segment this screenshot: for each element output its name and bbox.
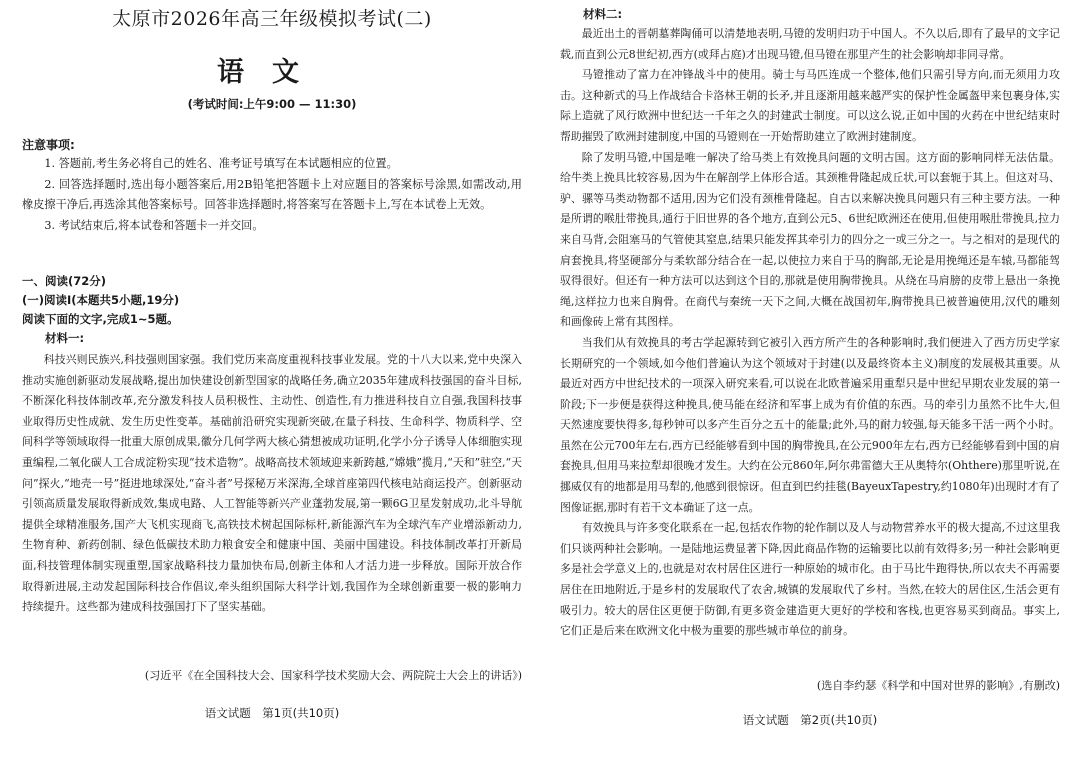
notice-item: 2. 回答选择题时,选出每小题答案后,用2B铅笔把答题卡上对应题目的答案标号涂黑,如需改动,用橡皮擦干净后,再选涂其他答案标号。回答非选择题时,将答案写在答题卡上,写在本试卷上无效。 (22, 177, 522, 211)
reading-instruction: 阅读下面的文字,完成1~5题。 (22, 312, 179, 326)
paragraph: 除了发明马镫,中国是唯一解决了给马类上有效挽具问题的文明古国。这方面的影响同样无法估量。给牛类上挽具比较容易,因为牛在解剖学上体形合适。其颈椎骨隆起成丘状,可以套轭于其上。但这对马、驴、骡等马类动物都不适用,因为它们没有颈椎骨隆起。自古以来解决挽具问题只有三种主要方法。一种是所谓的喉肚带挽具,通行于旧世界的各个地方,直到公元5、6世纪欧洲还在使用,但使用喉肚带挽具,拉力来自马背,会阻塞马的气管使其窒息,结果只能发挥其牵引力的四分之一或三分之一。与之相对的是现代的肩套挽具,将坚硬部分与柔软部分结合在一起,以使拉力来自于马的胸部,无论是用挽绳还是车辕,马都能驾驭得很好。但还有一种方法可以达到这个目的,那就是使用胸带挽具。从绕在马肩膀的皮带上悬出一条挽绳,这样拉力也来自胸骨。在商代与秦统一天下之间,大概在战国初年,胸带挽具已被普遍使用,汉代的雕刻和画像砖上常有其图样。 (560, 150, 1060, 329)
section-heading: 一、阅读(72分) (22, 274, 107, 288)
page-footer: 语文试题 第1页(共10页) (204, 706, 340, 720)
exam-page-2 (560, 0, 1060, 764)
page-footer: 语文试题 第2页(共10页) (742, 713, 878, 727)
notice-list (22, 154, 522, 236)
notice-item: 1. 答题前,考生务必将自己的姓名、准考证号填写在本试题相应的位置。 (44, 157, 398, 170)
material-label: 材料二: (583, 7, 623, 21)
paragraph: 科技兴则民族兴,科技强则国家强。我们党历来高度重视科技事业发展。党的十八大以来,党中央深入推动实施创新驱动发展战略,提出加快建设创新型国家的战略任务,确立2035年建成科技强国的奋斗目标,不断深化科技体制改革,充分激发科技人员积极性、主动性、创造性,有力推进科技自立自强,我国科技事业取得历史性成就、发生历史性变革。基础前沿研究实现新突破,在量子科技、生命科学、物质科学、空间科学等领域取得一批重大原创成果,徽分几何学两大核心猜想被成功证明,化学小分子诱导人体细胞实现重编程,二氧化碳人工合成淀粉实现“技术造物”。战略高技术领域迎来新跨越,“嫦娥”揽月,“天和”驻空,“天问”探火,“地壳一号”挺进地球深处,“奋斗者”号探秘万米深海,全球首座第四代核电站商运投产。创新驱动引领高质量发展取得新成效,集成电路、人工智能等新兴产业蓬勃发展,第一颗6G卫星发射成功,北斗导航提供全球精准服务,国产大飞机实现商飞,高铁技术树起国际标杆,新能源汽车为全球汽车产业增添新动力,生物育种、新药创制、绿色低碳技术助力粮食安全和健康中国、美丽中国建设。科技体制改革打开新局面,科技管理体制实现重塑,国家战略科技力量加快布局,创新主体和人才活力进一步释放。国际开放合作取得新进展,主动发起国际科技合作倡议,牵头组织国际大科学计划,我国作为全球创新重要一极的影响力持续提升。这些都为建成科技强国打下了坚实基础。 (22, 353, 522, 614)
material-source: (选自李约瑟《科学和中国对世界的影响》,有删改) (816, 679, 1060, 692)
exam-page-1 (22, 0, 522, 764)
exam-title: 太原市2026年高三年级模拟考试(二) (112, 8, 432, 30)
material-label: 材料一: (45, 331, 85, 345)
material-one-text (22, 350, 522, 618)
material-two-text (560, 24, 1060, 642)
notice-heading: 注意事项: (22, 138, 75, 152)
paragraph: 有效挽具与许多变化联系在一起,包括农作物的轮作制以及人与动物营养水平的极大提高,不过这里我们只谈两种社会影响。一是陆地运费显著下降,因此商品作物的运输要比以前有效得多;另一种社会影响更多是社会学意义上的,也就是对农村居住区进行一种原始的城市化。由于马比牛跑得快,所以农夫不再需要居住在田地附近,于是乡村的发展取代了农舍,城镇的发展取代了乡村。当然,在较大的居住区,生活会更有吸引力。较大的居住区更便于防御,有更多资金建造更大更好的学校和客栈,也更容易买到商品。事实上,它们正是后来在欧洲文化中极为重要的那些城市单位的前身。 (560, 521, 1060, 638)
subsection-heading: (一)阅读Ⅰ(本题共5小题,19分) (22, 293, 180, 307)
notice-item: 3. 考试结束后,将本试卷和答题卡一并交回。 (44, 218, 264, 232)
paragraph: 马镫推动了富力在冲锋战斗中的使用。骑士与马匹连成一个整体,他们只需引导方向,而无须用力攻击。这种新式的马上作战结合卡洛林王朝的长矛,并且逐渐用越来越严实的保护性金属盔甲来包裹身体,实际上造就了风行欧洲中世纪达一千年之久的封建武士制度。可以这么说,正如中国的火药在中世纪结束时帮助摧毁了欧洲封建制度,中国的马镫则在一开始帮助建立了欧洲封建制度。 (560, 68, 1060, 143)
subject-heading: 语文 (217, 57, 327, 88)
paragraph: 当我们从有效挽具的考古学起源转到它被引入西方所产生的各种影响时,我们便进入了西方历史学家长期研究的一个领域,如今他们普遍认为这个领域对于封建(以及最终资本主义)制度的发展极其重要。从最近对西方中世纪技术的一项深入研究来看,可以说在北欧普遍采用重犁只是中世纪早期农业发展的第一阶段;下一步便是获得这种挽具,使马能在经济和军事上成为有价值的东西。马的牵引力虽然不比牛大,但天然速度要快得多,每秒钟可以多产生百分之五十的能量;此外,马的耐力较强,每天能多干活一两个小时。虽然在公元700年左右,西方已经能够看到中国的胸带挽具,在公元900年左右,西方已经能够看到中国的肩套挽具,但用马来拉犁却很晚才发生。大约在公元860年,阿尔弗雷德大王从奥特尔(Ohthere)那里听说,在挪威仅有的地都是用马犁的,他感到很惊讶。但直到巴约挂毯(BayeuxTapestry,约1080年)出现时才有了图像证据,那时有若干文本确证了这一点。 (560, 335, 1060, 514)
exam-time: (考试时间:上午9:00 — 11:30) (187, 97, 357, 111)
paragraph: 最近出土的晋朝墓葬陶俑可以清楚地表明,马镫的发明归功于中国人。不久以后,即有了最早的文字记载,而直到公元8世纪初,西方(或拜占庭)才出现马镫,但马镫在那里产生的社会影响却非同寻常。 (560, 27, 1060, 61)
material-source: (习近平《在全国科技大会、国家科学技术奖励大会、两院院士大会上的讲话》) (144, 669, 522, 682)
